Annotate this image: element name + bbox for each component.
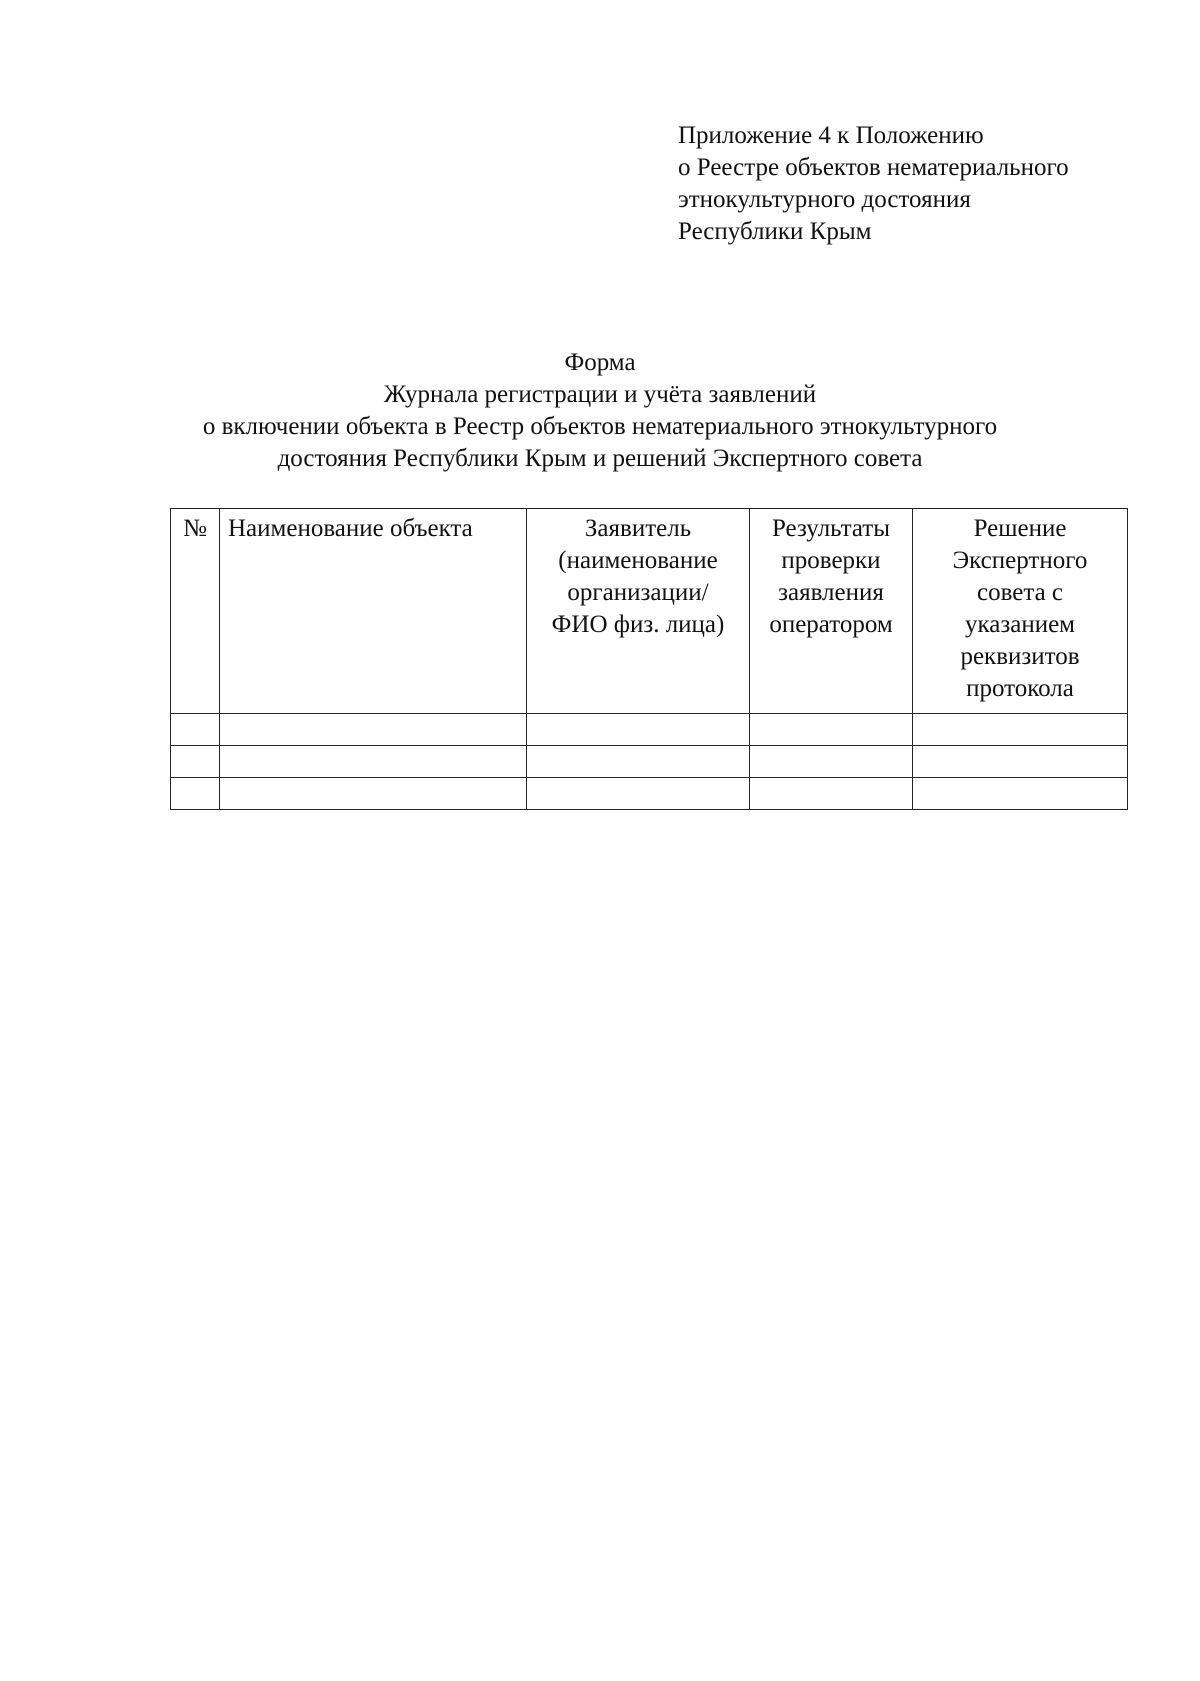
table-row — [171, 778, 1128, 810]
table-cell — [750, 778, 913, 810]
table-cell — [527, 778, 750, 810]
table-cell — [220, 746, 527, 778]
table-cell — [527, 746, 750, 778]
annex-line: Республики Крым — [678, 218, 872, 245]
table-cell — [220, 778, 527, 810]
table-cell — [913, 778, 1128, 810]
form-title-line: Форма — [564, 349, 636, 376]
form-title — [150, 347, 1050, 475]
header-object-name: Наименование объекта — [220, 509, 527, 714]
table-cell — [171, 778, 220, 810]
header-number: № — [171, 509, 220, 714]
annex-line: Приложение 4 к Положению — [678, 122, 984, 149]
table-cell — [750, 746, 913, 778]
annex-reference — [678, 120, 1069, 248]
table-cell — [750, 714, 913, 746]
table-row — [171, 714, 1128, 746]
registration-journal-table — [170, 508, 1128, 810]
header-applicant: Заявитель (наименование организации/ ФИО физ. лица) — [527, 509, 750, 714]
table-cell — [913, 714, 1128, 746]
annex-line: о Реестре объектов нематериального — [678, 154, 1069, 181]
header-check-results: Результаты проверки заявления оператором — [750, 509, 913, 714]
header-expert-decision: Решение Экспертного совета с указанием реквизитов протокола — [913, 509, 1128, 714]
table-cell — [527, 714, 750, 746]
table-cell — [913, 746, 1128, 778]
table-cell — [171, 714, 220, 746]
form-title-line: Журнала регистрации и учёта заявлений — [383, 381, 817, 408]
table-cell — [220, 714, 527, 746]
table-header-row — [171, 509, 1128, 714]
table-cell — [171, 746, 220, 778]
form-title-line: о включении объекта в Реестр объектов нематериального этнокультурного — [202, 413, 998, 440]
annex-line: этнокультурного достояния — [678, 186, 971, 213]
form-title-line: достояния Республики Крым и решений Экспертного совета — [277, 445, 923, 472]
table-row — [171, 746, 1128, 778]
